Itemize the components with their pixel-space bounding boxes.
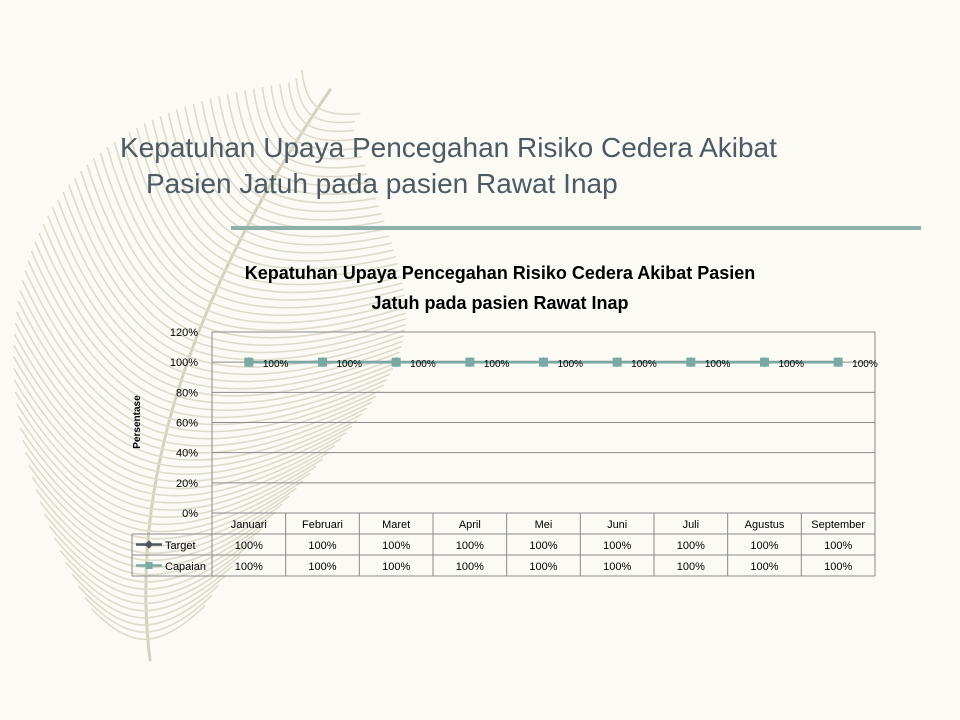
chart-title-line1: Kepatuhan Upaya Pencegahan Risiko Cedera Akibat Pasien xyxy=(244,263,756,283)
table-cell-value: 100% xyxy=(234,540,263,552)
table-cell-value: 100% xyxy=(750,540,779,552)
table-cell-value: 100% xyxy=(455,540,484,552)
table-cell-value: 100% xyxy=(750,561,779,573)
legend-key-marker xyxy=(146,562,153,569)
x-tick-label: Agustus xyxy=(744,519,785,531)
data-label: 100% xyxy=(631,359,657,371)
slide-title-line2: Pasien Jatuh pada pasien Rawat Inap xyxy=(146,168,618,199)
y-tick-label: 40% xyxy=(175,447,198,460)
x-tick-label: September xyxy=(811,519,866,531)
table-cell-value: 100% xyxy=(824,561,853,573)
data-point xyxy=(613,358,622,367)
x-tick-label: April xyxy=(458,519,481,531)
table-cell-value: 100% xyxy=(382,540,411,552)
y-tick-label: 100% xyxy=(169,357,198,370)
data-point xyxy=(318,358,327,367)
table-cell-value: 100% xyxy=(382,561,411,573)
data-point xyxy=(834,358,843,367)
table-cell-value: 100% xyxy=(824,540,853,552)
table-cell-value: 100% xyxy=(676,561,705,573)
x-tick-label: Maret xyxy=(382,519,411,531)
data-label: 100% xyxy=(704,359,731,371)
data-label: 100% xyxy=(410,359,436,371)
y-tick-label: 60% xyxy=(175,417,198,430)
x-tick-label: Juli xyxy=(682,519,700,531)
table-cell-value: 100% xyxy=(308,561,337,573)
data-point xyxy=(686,358,695,367)
data-point xyxy=(760,358,769,367)
table-cell-value: 100% xyxy=(529,561,558,573)
data-label: 100% xyxy=(852,359,878,371)
y-tick-label: 120% xyxy=(169,327,198,339)
x-tick-label: Januari xyxy=(230,519,267,531)
data-point xyxy=(244,358,253,367)
slide-title-line1: Kepatuhan Upaya Pencegahan Risiko Cedera Akibat xyxy=(120,132,777,163)
legend-label: Capaian xyxy=(165,561,206,573)
y-axis-label: Persentase xyxy=(132,395,143,449)
table-cell-value: 100% xyxy=(676,540,705,552)
chart-title-line2: Jatuh pada pasien Rawat Inap xyxy=(371,293,629,313)
data-label: 100% xyxy=(557,359,584,371)
data-point xyxy=(465,358,474,367)
data-label: 100% xyxy=(778,359,805,371)
table-cell-value: 100% xyxy=(234,561,263,573)
y-tick-label: 0% xyxy=(182,508,198,520)
data-point xyxy=(392,358,401,367)
data-label: 100% xyxy=(262,359,289,371)
table-cell-value: 100% xyxy=(529,540,558,552)
data-label: 100% xyxy=(483,359,510,371)
legend-key-marker xyxy=(145,540,153,548)
x-tick-label: Juni xyxy=(607,519,628,531)
x-tick-label: Mei xyxy=(534,519,553,531)
y-tick-label: 20% xyxy=(175,477,198,490)
table-cell-value: 100% xyxy=(603,561,632,573)
data-point xyxy=(539,358,548,367)
legend-label: Target xyxy=(165,540,196,552)
table-cell-value: 100% xyxy=(308,540,337,552)
table-cell-value: 100% xyxy=(455,561,484,573)
x-tick-label: Februari xyxy=(302,519,343,531)
table-cell-value: 100% xyxy=(603,540,632,552)
data-label: 100% xyxy=(336,359,363,371)
y-tick-label: 80% xyxy=(175,387,198,400)
